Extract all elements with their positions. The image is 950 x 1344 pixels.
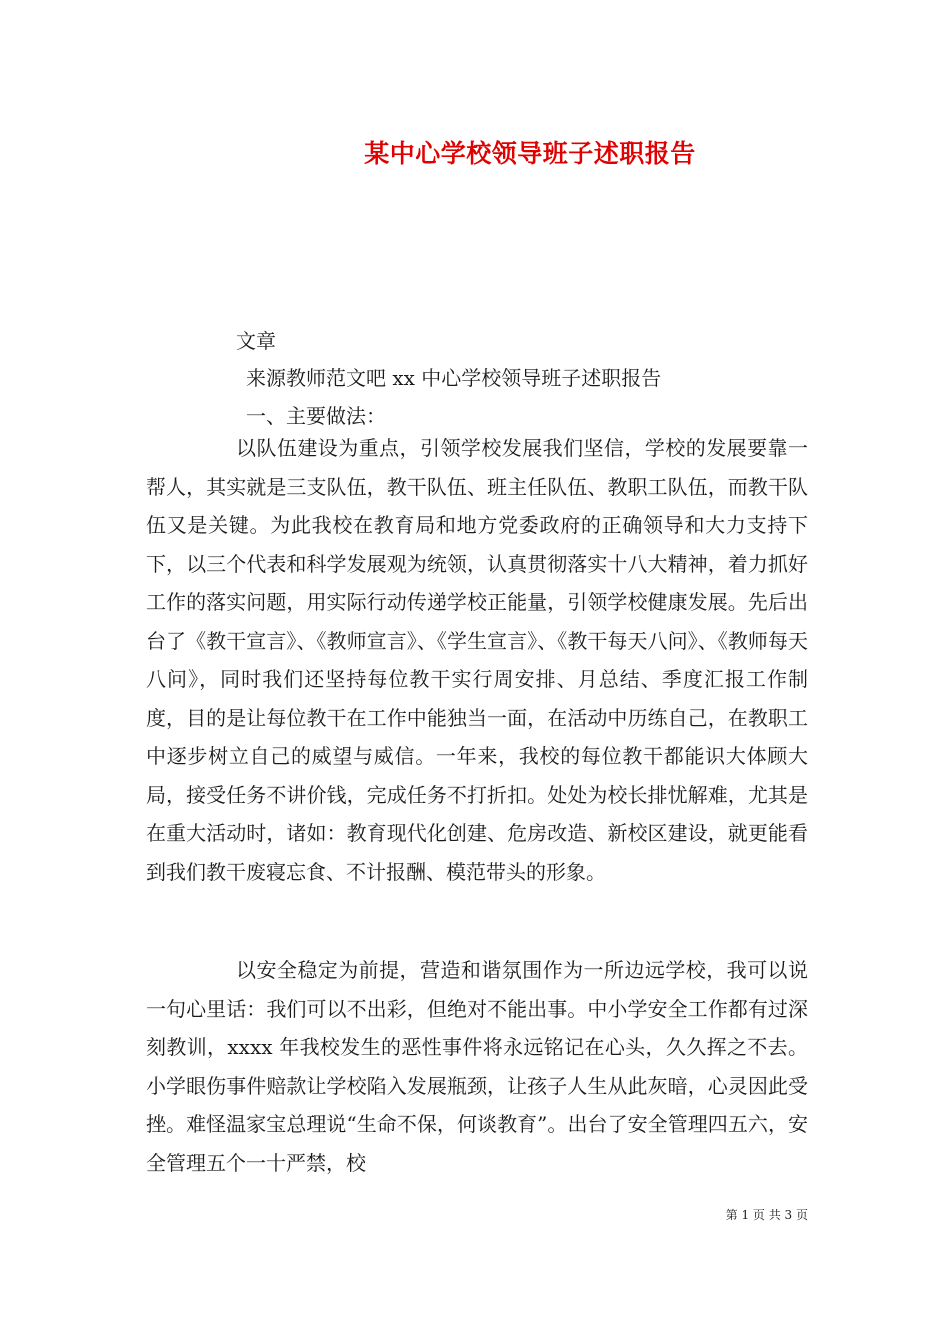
body-paragraph-2: 以安全稳定为前提，营造和谐氛围作为一所边远学校，我可以说一句心里话：我们可以不出彩，但绝对不能出事。中小学安全工作都有过深刻教训，xxxx 年我校发生的恶性事件将永远铭记在心头，久久挥之不去。小学眼伤事件赔款让学校陷入发展瓶颈，让孩子人生从此灰暗，心灵因此受挫。难怪温家宝总理说“生命不保，何谈教育”。出台了安全管理四五六，安全管理五个一十严禁，校 bbox=[146, 958, 808, 1175]
doc-type-label: 文章 bbox=[236, 329, 276, 353]
page-footer: 第 1 页 共 3 页 bbox=[725, 1208, 808, 1222]
body-paragraph-1: 以队伍建设为重点，引领学校发展我们坚信，学校的发展要靠一帮人，其实就是三支队伍，教干队伍、班主任队伍、教职工队伍，而教干队伍又是关键。为此我校在教育局和地方党委政府的正确领导和大力支持下下，以三个代表和科学发展观为统领，认真贯彻落实十八大精神，着力抓好工作的落实问题，用实际行动传递学校正能量，引领学校健康发展。先后出台了《教干宣言》、《教师宣言》、《学生宣言》、《教干每天八问》、《教师每天八问》，同时我们还坚持每位教干实行周安排、月总结、季度汇报工作制度，目的是让每位教干在工作中能独当一面，在活动中历练自己，在教职工中逐步树立自己的威望与威信。一年来，我校的每位教干都能识大体顾大局，接受任务不讲价钱，完成任务不打折扣。处处为校长排忧解难，尤其是在重大活动时，诸如：教育现代化创建、危房改造、新校区建设，就更能看到我们教干废寝忘食、不计报酬、模范带头的形象。 bbox=[146, 436, 808, 884]
section-heading: 一、主要做法： bbox=[246, 404, 386, 428]
source-line: 来源教师范文吧 xx 中心学校领导班子述职报告 bbox=[246, 366, 662, 390]
document-title: 某中心学校领导班子述职报告 bbox=[364, 139, 696, 168]
